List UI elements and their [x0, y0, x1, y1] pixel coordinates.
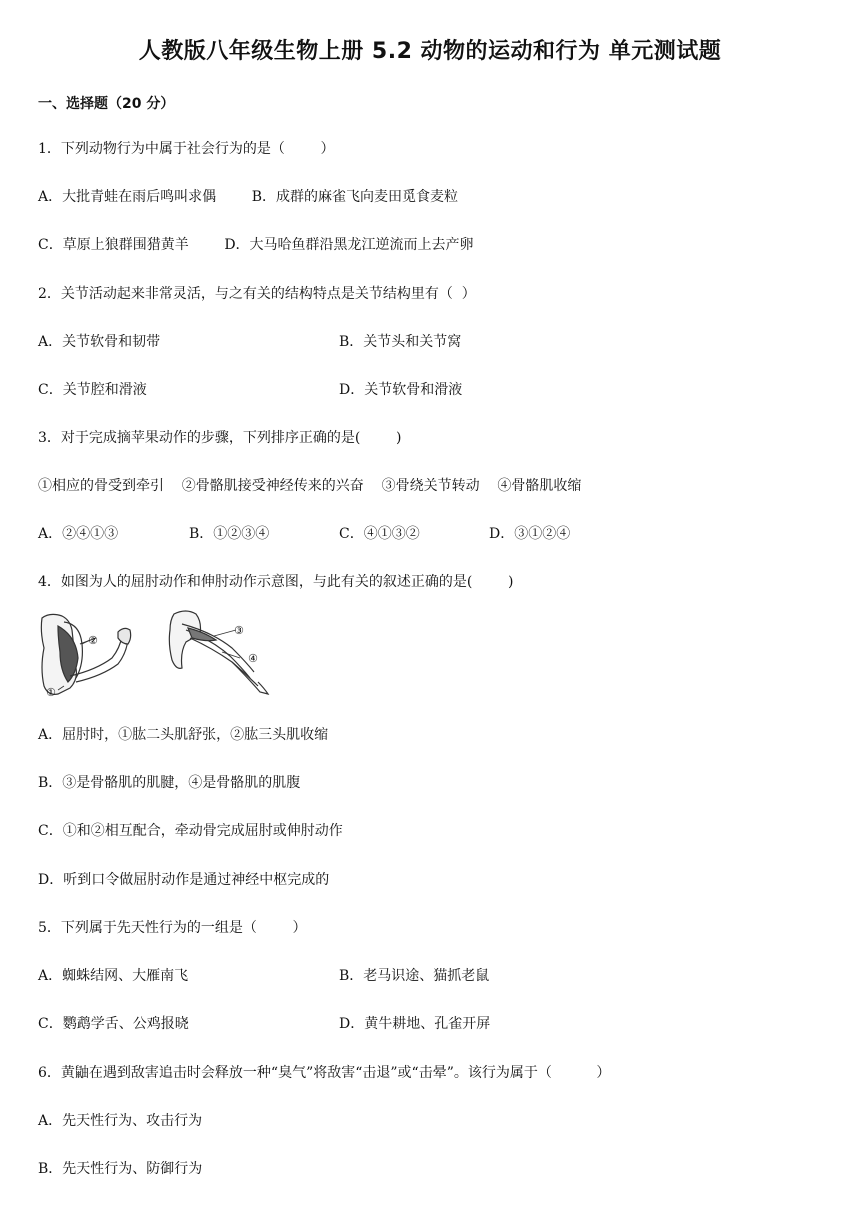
question-4-option-a: A．屈肘时，①肱二头肌舒张，②肱三头肌收缩 — [38, 727, 329, 743]
question-2-option-a: A．关节软骨和韧带 — [38, 334, 161, 350]
question-3-option-b: B．①②③④ — [189, 526, 270, 542]
question-4-stem: 4．如图为人的屈肘动作和伸肘动作示意图，与此有关的叙述正确的是( ) — [38, 574, 514, 590]
question-2-option-c: C．关节腔和滑液 — [38, 382, 147, 398]
question-3-stem: 3．对于完成摘苹果动作的步骤，下列排序正确的是( ) — [38, 430, 402, 446]
question-4-option-c: C．①和②相互配合，牵动骨完成屈肘或伸肘动作 — [38, 823, 343, 839]
question-6-option-b: B．先天性行为、防御行为 — [38, 1161, 203, 1177]
label-4: ④ — [248, 652, 258, 665]
question-1-options-row-2: C．草原上狼群围猎黄羊 D．大马哈鱼群沿黑龙江逆流而上去产卵 — [38, 237, 474, 253]
arm-diagram — [36, 608, 276, 700]
document-title: 人教版八年级生物上册 5.2 动物的运动和行为 单元测试题 — [138, 39, 722, 64]
question-5-option-c: C．鹦鹉学舌、公鸡报晓 — [38, 1016, 189, 1032]
question-1-stem: 1．下列动物行为中属于社会行为的是（ ） — [38, 141, 335, 157]
question-5-stem: 5．下列属于先天性行为的一组是（ ） — [38, 920, 307, 936]
label-2: ② — [88, 634, 98, 647]
label-3: ③ — [234, 624, 244, 637]
question-3-option-c: C．④①③② — [339, 526, 420, 542]
arm-flexion-extension-figure — [36, 608, 276, 704]
question-5-option-b: B．老马识途、猫抓老鼠 — [339, 968, 490, 984]
question-4-option-b: B．③是骨骼肌的肌腱，④是骨骼肌的肌腹 — [38, 775, 301, 791]
question-5-option-a: A．蜘蛛结网、大雁南飞 — [38, 968, 189, 984]
question-3-steps: ①相应的骨受到牵引 ②骨骼肌接受神经传来的兴奋 ③骨绕关节转动 ④骨骼肌收缩 — [38, 478, 582, 494]
question-6-stem: 6．黄鼬在遇到敌害追击时会释放一种“臭气”将敌害“击退”或“击晕”。该行为属于（ ） — [38, 1065, 611, 1081]
question-5-option-d: D．黄牛耕地、孔雀开屏 — [339, 1016, 491, 1032]
label-1: ① — [46, 686, 56, 699]
section-heading: 一、选择题（20 分） — [38, 96, 175, 112]
question-3-option-d: D．③①②④ — [489, 526, 571, 542]
question-2-option-b: B．关节头和关节窝 — [339, 334, 462, 350]
question-1-options-row-1: A．大批青蛙在雨后鸣叫求偶 B．成群的麻雀飞向麦田觅食麦粒 — [38, 189, 458, 205]
question-2-option-d: D．关节软骨和滑液 — [339, 382, 463, 398]
question-2-stem: 2．关节活动起来非常灵活，与之有关的结构特点是关节结构里有（ ） — [38, 286, 476, 302]
question-4-option-d: D．听到口令做屈肘动作是通过神经中枢完成的 — [38, 872, 330, 888]
question-3-option-a: A．②④①③ — [38, 526, 119, 542]
flexed-arm-illustration — [41, 614, 130, 694]
question-6-option-a: A．先天性行为、攻击行为 — [38, 1113, 203, 1129]
